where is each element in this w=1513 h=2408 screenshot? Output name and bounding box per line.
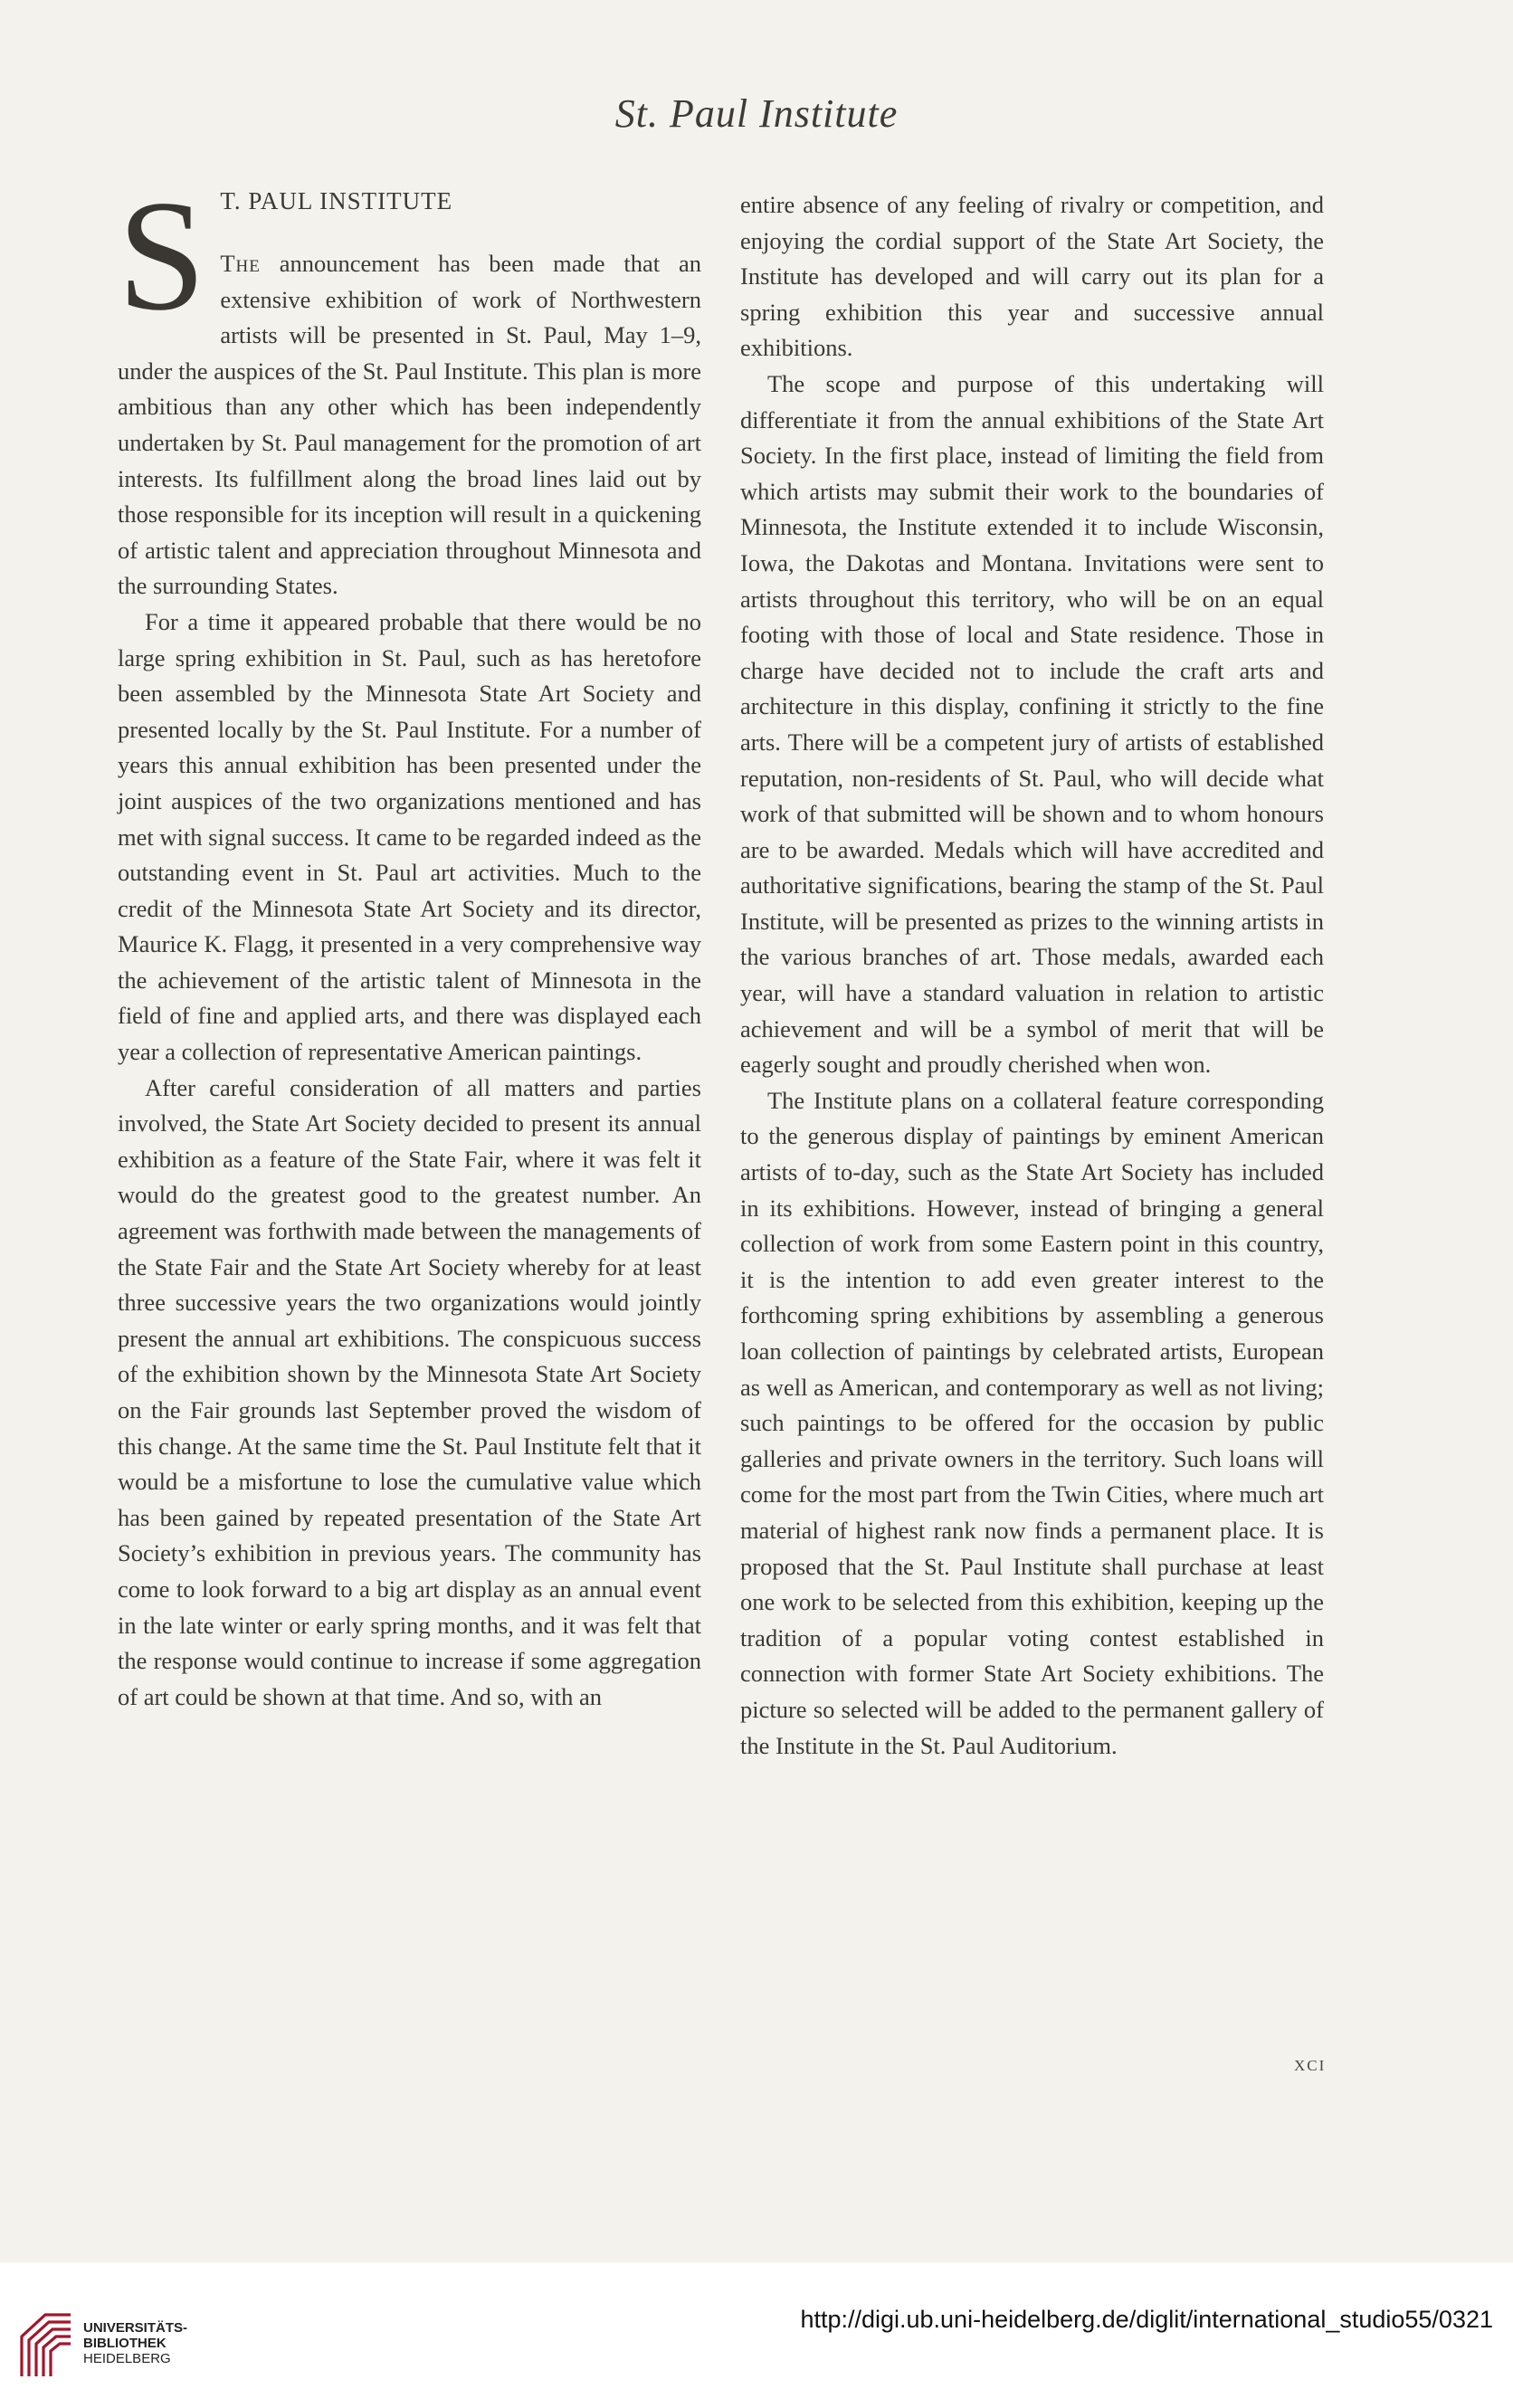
library-logo-icon xyxy=(18,2309,74,2380)
drop-cap: S xyxy=(118,167,206,343)
library-name xyxy=(83,2320,187,2366)
footer-bar xyxy=(0,2262,1513,2408)
intro-smallcaps: The xyxy=(220,250,261,277)
opening-paragraph xyxy=(118,167,701,604)
left-column xyxy=(118,167,701,1715)
page-number: xci xyxy=(1294,2052,1327,2076)
source-url-link[interactable]: http://digi.ub.uni-heidelberg.de/diglit/international_studio55/0321 xyxy=(800,2306,1493,2333)
running-title: St. Paul Institute xyxy=(614,91,899,136)
paragraph: entire absence of any feeling of rivalry or competition, and enjoying the cordial support of the State Art Society, the Institute has developed and will carry out its plan for a spring exhibition this year and successive annual exhibitions. xyxy=(740,191,1324,362)
right-column xyxy=(740,187,1324,1764)
paragraph: After careful consideration of all matters and parties involved, the State Art Society decided to present its annual exhibition as a feature of the State Fair, where it was felt it would do the greatest good to the greatest number. An agreement was forthwith made between the managements of the State Fair and the State Art Society whereby for at least three successive years the two organizations would jointly present the annual art exhibitions. The conspicuous success of the exhibition shown by the Minnesota State Art Society on the Fair grounds last September proved the wisdom of this change. At the same time the St. Paul Institute felt that it would be a misfortune to lose the cumulative value which has been gained by repeated presentation of the State Art Society’s exhibition in previous years. The community has come to look forward to a big art display as an annual event in the late winter or early spring months, and it was felt that the response would continue to increase if some aggregation of art could be shown at that time. And so, with an xyxy=(118,1073,701,1710)
paragraph-text: announcement has been made that an extensive exhibition of work of Northwestern artists will be presented in St. Paul, May 1–9, under the auspices of the St. Paul Institute. This plan is more ambitious than any other which has been independently undertaken by St. Paul management for the promotion of art interests. Its fulfillment along the broad lines laid out by those responsible for its inception will result in a quickening of artistic talent and appreciation throughout Minnesota and the surrounding States. xyxy=(118,250,701,600)
library-name-line: HEIDELBERG xyxy=(83,2351,171,2366)
paragraph: The scope and purpose of this undertaking will differentiate it from the annual exhibitions of the State Art Society. In the first place, instead of limiting the field from which artists may submit their work to the boundaries of Minnesota, the Institute extended it to include Wisconsin, Iowa, the Dakotas and Montana. Invitations were sent to artists throughout this territory, who will be on an equal footing with those of local and State residence. Those in charge have decided not to include the craft arts and architecture in this display, confining it strictly to the fine arts. There will be a competent jury of artists of established reputation, non-residents of St. Paul, who will decide what work of that submitted will be shown and to whom honours are to be awarded. Medals which will have accredited and authoritative significations, bearing the stamp of the St. Paul Institute, will be presented as prizes to the winning artists in the various branches of art. Those medals, awarded each year, will have a standard valuation in relation to artistic achievement and will be a symbol of merit that will be eagerly sought and proudly cherished when won. xyxy=(740,369,1324,1079)
library-name-line: UNIVERSITÄTS- xyxy=(83,2320,188,2336)
paragraph: The Institute plans on a collateral feature corresponding to the generous display of paintings by eminent American artists of to-day, such as the State Art Society has included in its exhibitions. However, instead of bringing a general collection of work from some Eastern point in this country, it is the intention to add even greater interest to the forthcoming spring exhibitions by assembling a generous loan collection of paintings by celebrated artists, European as well as American, and contemporary as well as not living; such paintings to be offered for the occasion by public galleries and private owners in the territory. Such loans will come for the most part from the Twin Cities, where much art material of highest rank now finds a permanent place. It is proposed that the St. Paul Institute shall purchase at least one work to be selected from this exhibition, keeping up the tradition of a popular voting contest established in connection with former State Art Society exhibitions. The picture so selected will be added to the permanent gallery of the Institute in the St. Paul Auditorium. xyxy=(740,1086,1324,1759)
paragraph: For a time it appeared probable that there would be no large spring exhibition in St. Paul, such as has heretofore been assembled by the Minnesota State Art Society and presented locally by the St. Paul Institute. For a number of years this annual exhibition has been presented under the joint auspices of the two organizations mentioned and has met with signal success. It came to be regarded indeed as the outstanding event in St. Paul art activities. Much to the credit of the Minnesota State Art Society and its director, Maurice K. Flagg, it presented in a very comprehensive way the achievement of the artistic talent of Minnesota in the field of fine and applied arts, and there was displayed each year a collection of representative American paintings. xyxy=(118,607,701,1066)
article-heading: T. PAUL INSTITUTE xyxy=(220,187,453,214)
library-name-line: BIBLIOTHEK xyxy=(83,2336,167,2351)
